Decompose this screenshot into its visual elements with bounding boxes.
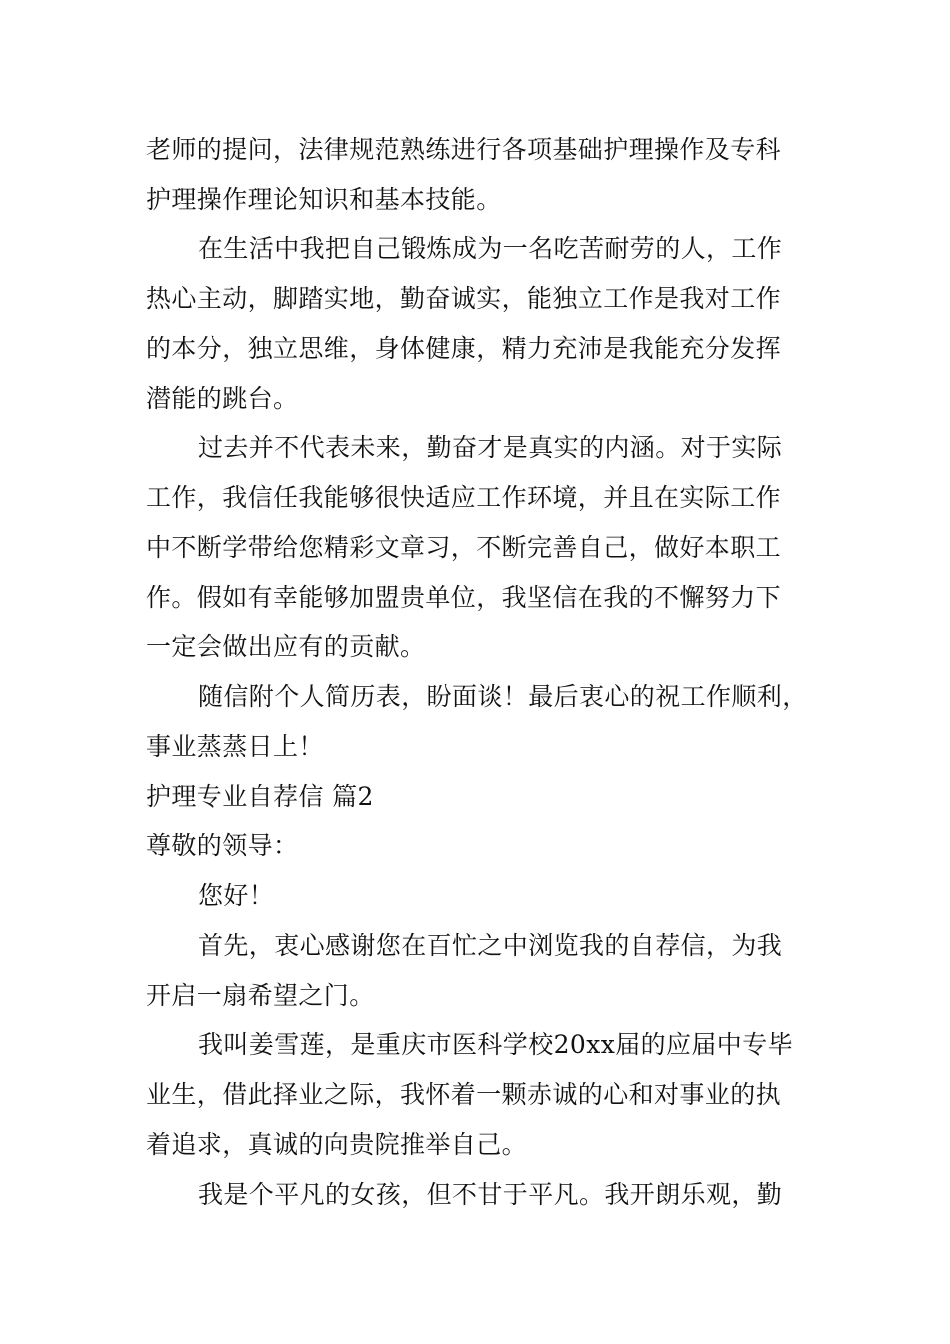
text-line: 在生活中我把自己锻炼成为一名吃苦耐劳的人，工作 — [198, 234, 783, 263]
text-line: 首先，衷心感谢您在百忙之中浏览我的自荐信，为我 — [198, 931, 783, 960]
text-line: 事业蒸蒸日上！ — [146, 732, 324, 761]
text-line: 业生，借此择业之际，我怀着一颗赤诚的心和对事业的执 — [146, 1080, 782, 1109]
text-line: 潜能的跳台。 — [146, 384, 299, 413]
text-line: 我是个平凡的女孩，但不甘于平凡。我开朗乐观，勤 — [198, 1180, 783, 1209]
text-line: 过去并不代表未来，勤奋才是真实的内涵。对于实际 — [198, 433, 783, 462]
text-line: 开启一扇希望之门。 — [146, 981, 375, 1010]
text-line: 中不断学带给您精彩文章习，不断完善自己，做好本职工 — [146, 533, 782, 562]
text-line: 随信附个人简历表，盼面谈！最后衷心的祝工作顺利， — [198, 682, 808, 711]
text-line: 一定会做出应有的贡献。 — [146, 632, 426, 661]
greeting: 您好！ — [198, 881, 275, 910]
text-line: 着追求，真诚的向贵院推举自己。 — [146, 1130, 528, 1159]
text-line: 工作，我信任我能够很快适应工作环境，并且在实际工作 — [146, 483, 782, 512]
text-line: 的本分，独立思维，身体健康，精力充沛是我能充分发挥 — [146, 334, 782, 363]
section-heading: 护理专业自荐信 篇2 — [146, 782, 374, 811]
text-line: 老师的提问，法律规范熟练进行各项基础护理操作及专科 — [146, 135, 782, 164]
salutation: 尊敬的领导： — [146, 831, 299, 860]
text-line: 作。假如有幸能够加盟贵单位，我坚信在我的不懈努力下 — [146, 583, 782, 612]
text-line: 护理操作理论知识和基本技能。 — [146, 185, 502, 214]
text-line: 我叫姜雪莲，是重庆市医科学校20xx届的应届中专毕 — [198, 1030, 794, 1059]
text-line: 热心主动，脚踏实地，勤奋诚实，能独立工作是我对工作 — [146, 284, 782, 313]
